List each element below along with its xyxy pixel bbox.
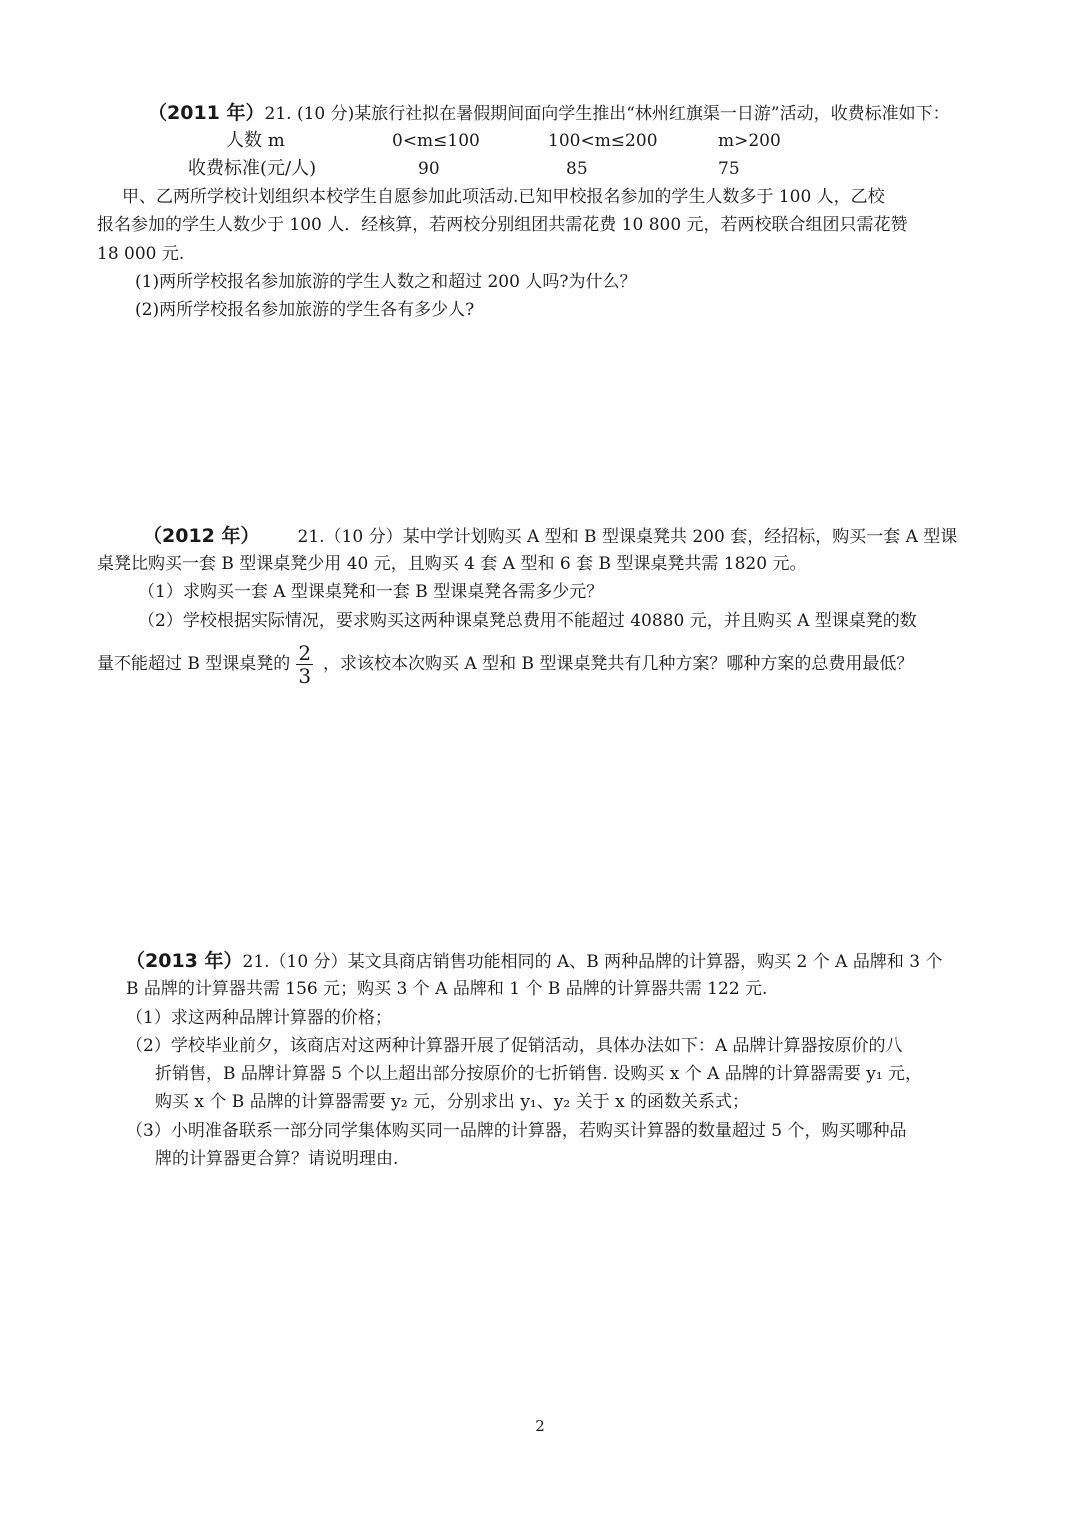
problem-2011-statement: 21. (10 分)某旅行社拟在暑假期间面向学生推出“林州红旗渠一日游”活动，收费标准如下： [264,104,950,124]
fee-table-fee-1: 90 [418,159,440,179]
problem-2013-header [126,948,942,975]
problem-2012-question-2-line-2 [97,636,913,692]
problem-2012-statement: 21.（10 分）某中学计划购买 A 型和 B 型课桌凳共 200 套，经招标，购买一套 A 型课 [297,527,958,547]
problem-2013-question-3-line-1: （3）小明准备联系一部分同学集体购买同一品牌的计算器，若购买计算器的数量超过 5 个，购买哪种品 [126,1121,907,1141]
page-number: 2 [535,1417,545,1435]
fee-table-header-range-1: 0<m≤100 [392,131,480,151]
fee-table-label-fee: 收费标准(元/人) [188,158,317,179]
year-label-2011: （2011 年） [148,102,265,124]
problem-2011-header [148,100,950,127]
fee-table-header-range-3: m>200 [718,131,781,151]
problem-2013-question-2-line-3: 购买 x 个 B 品牌的计算器需要 y₂ 元，分别求出 y₁、y₂ 关于 x 的函数关系式； [155,1092,749,1112]
problem-2012-q2-text-after: ，求该校本次购买 A 型和 B 型课桌凳共有几种方案？哪种方案的总费用最低？ [323,654,914,674]
problem-2012-body-2: 桌凳比购买一套 B 型课桌凳少用 40 元，且购买 4 套 A 型和 6 套 B 型课桌凳共需 1820 元。 [97,554,807,574]
problem-2013-question-1: （1）求这两种品牌计算器的价格； [126,1008,392,1028]
fee-table-fee-2: 85 [566,159,588,179]
problem-2011-body-3: 18 000 元. [97,244,185,264]
problem-2013-question-3-line-2: 牌的计算器更合算？请说明理由. [155,1149,399,1169]
problem-2011-question-1: (1)两所学校报名参加旅游的学生人数之和超过 200 人吗?为什么？ [135,272,637,292]
year-label-2013: （2013 年） [126,950,243,972]
problem-2012-question-2-line-1: （2）学校根据实际情况，要求购买这两种课桌凳总费用不能超过 40880 元，并且购买 A 型课桌凳的数 [138,611,917,631]
problem-2013-question-2-line-1: （2）学校毕业前夕，该商店对这两种计算器开展了促销活动，具体办法如下：A 品牌计算器按原价的八 [126,1036,903,1056]
problem-2011-body-1: 甲、乙两所学校计划组织本校学生自愿参加此项活动.已知甲校报名参加的学生人数多于 100 人，乙校 [122,187,885,207]
two-thirds-fraction [296,642,313,687]
problem-2013-question-2-line-2: 折销售，B 品牌计算器 5 个以上超出部分按原价的七折销售. 设购买 x 个 A 品牌的计算器需要 y₁ 元， [155,1064,923,1084]
fee-table-fee-3: 75 [718,159,740,179]
fraction-numerator: 2 [298,641,312,665]
problem-2013-body-2: B 品牌的计算器共需 156 元；购买 3 个 A 品牌和 1 个 B 品牌的计算器共需 122 元. [126,979,768,999]
problem-2011-question-2: (2)两所学校报名参加旅游的学生各有多少人? [135,300,475,320]
problem-2012-q2-text-before: 量不能超过 B 型课桌凳的 [97,654,291,674]
problem-2012-question-1: （1）求购买一套 A 型课桌凳和一套 B 型课桌凳各需多少元？ [138,582,604,602]
problem-2012-header [143,523,957,550]
problem-2013-statement: 21.（10 分）某文具商店销售功能相同的 A、B 两种品牌的计算器，购买 2 个 A 品牌和 3 个 [242,952,943,972]
fee-table-header-count: 人数 m [226,130,285,151]
year-label-2012: （2012 年） [143,525,260,547]
fraction-denominator: 3 [298,664,312,688]
problem-2011-body-2: 报名参加的学生人数少于 100 人．经核算，若两校分别组团共需花费 10 800 元，若两校联合组团只需花赞 [97,215,908,235]
fee-table-header-range-2: 100<m≤200 [548,131,658,151]
